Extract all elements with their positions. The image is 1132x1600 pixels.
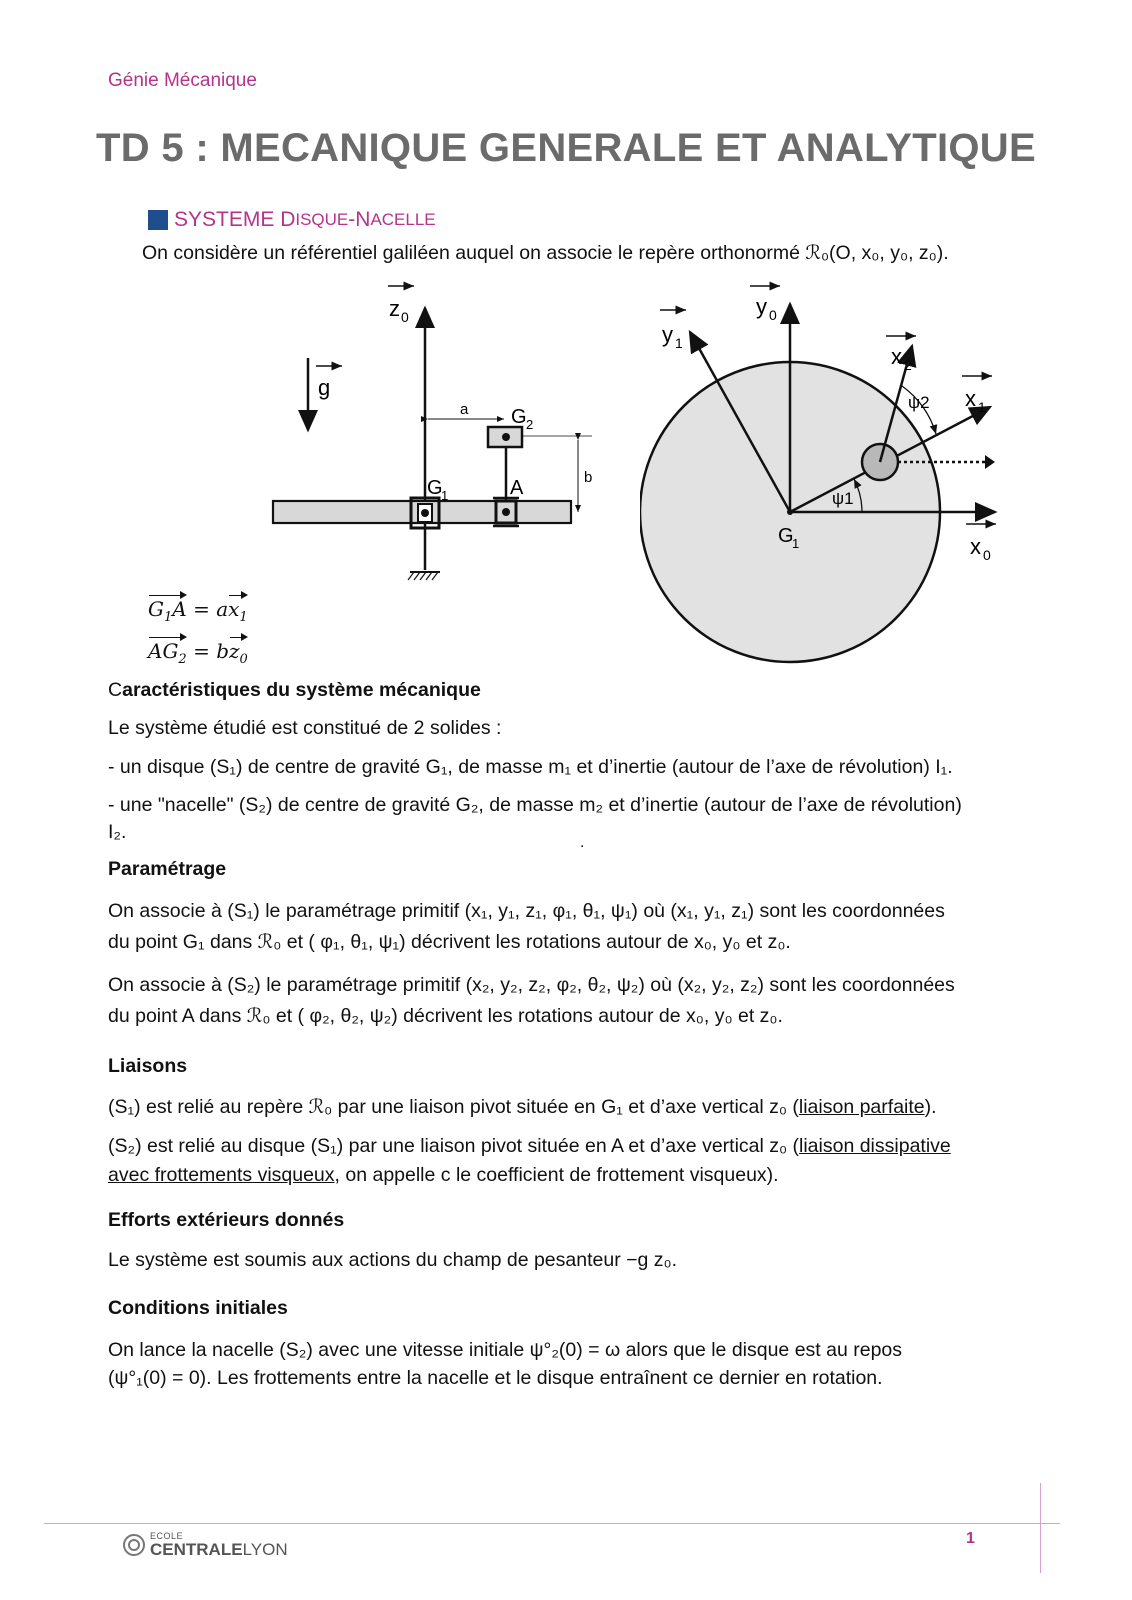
document-title: TD 5 : MECANIQUE GENERALE ET ANALYTIQUE (96, 126, 1036, 170)
footer-vertical-divider (1040, 1483, 1041, 1573)
g1-label: G (427, 477, 443, 499)
b-label: b (584, 469, 593, 486)
characteristics-heading: Caractéristiques du système mécanique (108, 679, 481, 701)
characteristics-p3a: - une "nacelle" (S₂) de centre de gravité G₂, de masse m₂ et d’inertie (autour de l’axe de révolution) (108, 794, 962, 816)
psi1-label: ψ1 (832, 489, 854, 508)
g1-sub: 1 (441, 488, 449, 503)
logo-emblem-icon (122, 1533, 146, 1557)
section-heading (148, 208, 436, 232)
x1-sub: 1 (978, 399, 986, 415)
z0-label: z (389, 296, 400, 321)
x0-sub: 0 (983, 547, 991, 563)
g1-center-label: G (778, 525, 794, 547)
liaison-parfaite-link: liaison parfaite (798, 1096, 925, 1118)
conditions-p1b: (ψ°₁(0) = 0). Les frottements entre la nacelle et le disque entraînent ce dernier en rotation. (108, 1367, 883, 1389)
logo-big-text-2: LYON (242, 1540, 288, 1559)
footer-divider (44, 1523, 1060, 1524)
parametrage-p2b: du point A dans ℛ₀ et ( φ₂, θ₂, ψ₂) décrivent les rotations autour de x₀, y₀ et z₀. (108, 1005, 783, 1027)
school-logo (122, 1532, 288, 1558)
efforts-p1: Le système est soumis aux actions du champ de pesanteur −g z₀. (108, 1249, 678, 1271)
stray-dot: . (580, 834, 585, 851)
a-point-label: A (510, 477, 524, 499)
psi2-label: ψ2 (908, 393, 930, 412)
equation-g1a: $G_1A = ax_1$ (148, 597, 248, 625)
section-mid: -N (348, 208, 371, 231)
equation-ag2: $AG_2 = bz_0$ (148, 639, 248, 667)
intro-text: On considère un référentiel galiléen auquel on associe le repère orthonormé ℛ₀(O, x₀, y₀, z₀). (142, 242, 949, 264)
section-word2: ACELLE (370, 210, 436, 229)
conditions-heading: Conditions initiales (108, 1297, 288, 1319)
characteristics-p1: Le système étudié est constitué de 2 solides : (108, 717, 502, 739)
a-label: a (460, 401, 469, 418)
conditions-p1a: On lance la nacelle (S₂) avec une vitesse initiale ψ°₂(0) = ω alors que le disque est au repos (108, 1339, 903, 1361)
x1-label: x (965, 386, 976, 411)
parametrage-p1a: On associe à (S₁) le paramétrage primitif (x₁, y₁, z₁, φ₁, θ₁, ψ₁) où (x₁, y₁, z₁) sont les coordonnées (108, 900, 945, 922)
section-square-icon (148, 210, 168, 230)
characteristics-p2: - un disque (S₁) de centre de gravité G₁, de masse m₁ et d’inertie (autour de l’axe de révolution) I₁. (108, 756, 953, 778)
top-view-figure (640, 280, 1020, 680)
logo-big-text: CENTRALE (150, 1540, 243, 1559)
x0-label: x (970, 534, 981, 559)
logo-small-text: ECOLE (150, 1531, 184, 1541)
x2-sub: 2 (904, 357, 912, 373)
x2-label: x (891, 344, 902, 369)
g-label: g (318, 375, 331, 400)
parametrage-p2a: On associe à (S₂) le paramétrage primitif (x₂, y₂, z₂, φ₂, θ₂, ψ₂) où (x₂, y₂, z₂) sont les coordonnées (108, 974, 955, 996)
side-view-figure (260, 280, 600, 600)
liaisons-heading: Liaisons (108, 1055, 188, 1077)
y1-label: y (662, 322, 673, 347)
z0-sub: 0 (401, 309, 409, 325)
y1-sub: 1 (675, 335, 683, 351)
characteristics-p3b: I₂. (108, 821, 127, 843)
section-word1: ISQUE (295, 210, 349, 229)
page-number: 1 (966, 1530, 975, 1547)
liaison-2: (S₂) est relié au disque (S₁) par une liaison pivot située en A et d’axe vertical z₀ (liaison dissipative avec frottements visqueux, on appelle c le coefficient de frottement visqueux). (108, 1135, 951, 1186)
g2-sub: 2 (526, 417, 534, 432)
header-tag: Génie Mécanique (108, 70, 257, 91)
parametrage-heading: Paramétrage (108, 858, 227, 880)
parametrage-p1b: du point G₁ dans ℛ₀ et ( φ₁, θ₁, ψ₁) décrivent les rotations autour de x₀, y₀ et z₀. (108, 931, 791, 953)
section-prefix: SYSTEME D (174, 208, 296, 231)
y0-sub: 0 (769, 307, 777, 323)
efforts-heading: Efforts extérieurs donnés (108, 1209, 345, 1231)
liaison-1: (S₁) est relié au repère ℛ₀ par une liaison pivot située en G₁ et d’axe vertical z₀ (liaison parfaite). (108, 1096, 937, 1118)
g2-label: G (511, 406, 527, 428)
y0-label: y (756, 294, 767, 319)
g1-center-sub: 1 (792, 536, 800, 551)
